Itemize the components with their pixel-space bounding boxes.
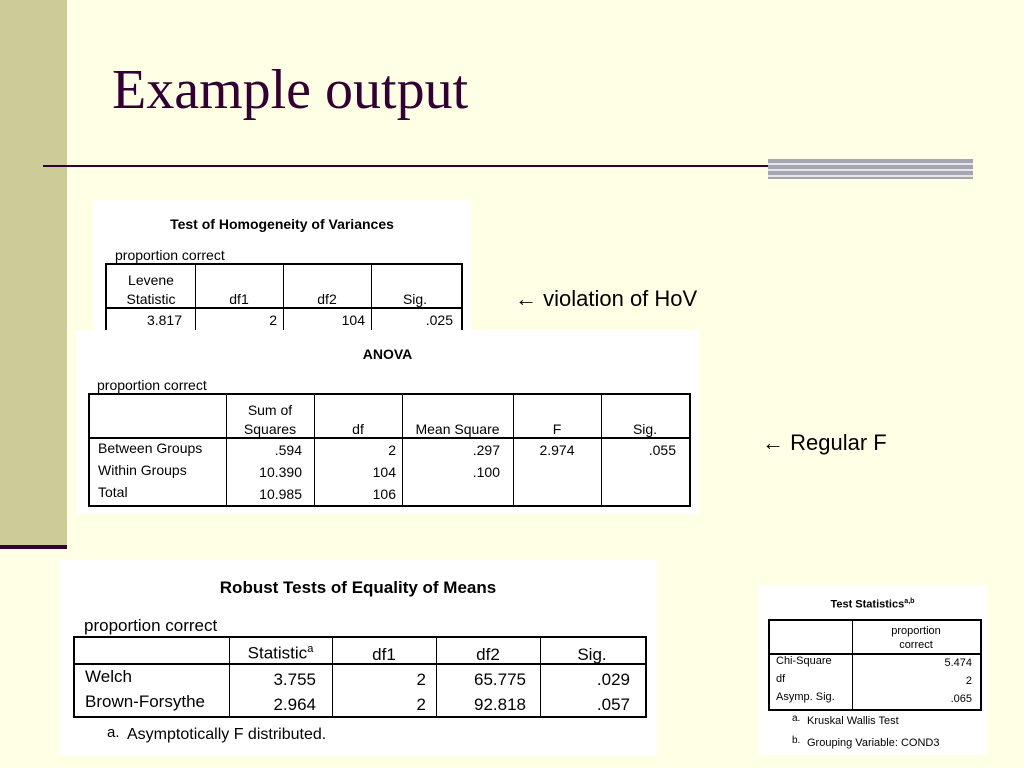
anova-label: proportion correct: [97, 377, 207, 393]
test-statistics-table: [768, 619, 982, 711]
left-bar-rule: [0, 545, 67, 549]
anova-header-df: df: [352, 421, 364, 437]
homogeneity-title: Test of Homogeneity of Variances: [170, 216, 394, 232]
robust-header-statistic-sup: a: [307, 643, 314, 655]
anova-table: [88, 393, 691, 507]
test-statistics-row-value: .065: [950, 693, 972, 705]
anova-header-mean-square: Mean Square: [415, 421, 500, 437]
anova-header-sum-of: Sum of: [247, 402, 293, 418]
header-df1: df1: [229, 291, 249, 307]
robust-title: Robust Tests of Equality of Means: [219, 578, 497, 597]
anova-row-name: Total: [98, 484, 128, 500]
anova-row-name: Within Groups: [98, 462, 187, 478]
test-statistics-row-name: df: [776, 673, 786, 685]
test-statistics-footnote-a: Kruskal Wallis Test: [807, 715, 899, 727]
header-statistic: Statistic: [126, 291, 176, 307]
test-statistics-panel: [758, 585, 987, 755]
homogeneity-label: proportion correct: [115, 247, 225, 263]
header-df2: df2: [317, 291, 337, 307]
header-sig: Sig.: [402, 291, 428, 307]
robust-row-stat: 3.755: [273, 670, 316, 689]
robust-table: [73, 636, 647, 718]
robust-footnote-marker: a.: [107, 724, 120, 741]
left-decorative-bar: [0, 0, 67, 547]
robust-header-df1: df1: [372, 645, 396, 664]
anova-row-df: 104: [372, 464, 396, 480]
anova-row-sig: .055: [648, 442, 676, 458]
test-statistics-row-name: Chi-Square: [776, 655, 832, 667]
test-statistics-title: [758, 597, 987, 611]
robust-panel: [59, 560, 657, 756]
robust-header-sig: Sig.: [577, 645, 607, 664]
header-levene: Levene: [128, 272, 174, 288]
anova-header-squares: Squares: [243, 421, 297, 437]
test-statistics-row-value: 5.474: [944, 657, 972, 669]
hov-annotation: ← violation of HoV: [515, 286, 698, 311]
anova-row-ss: 10.985: [259, 486, 302, 502]
robust-row-stat: 2.964: [273, 695, 316, 714]
anova-row-ss: 10.390: [259, 464, 302, 480]
test-statistics-header-line1: proportion: [891, 625, 941, 637]
robust-row-df1: 2: [416, 695, 426, 714]
anova-row-ms: .100: [472, 464, 500, 480]
test-statistics-footnote-marker-a: a.: [792, 713, 801, 724]
robust-row-df2: 65.775: [474, 670, 526, 689]
test-statistics-title-text: Test Statistics: [830, 598, 905, 611]
robust-header-statistic-text: Statistic: [247, 643, 308, 663]
homogeneity-table: [105, 263, 463, 332]
anova-header-f: F: [552, 421, 562, 437]
test-statistics-footnote-b: Grouping Variable: COND3: [807, 737, 940, 749]
robust-row-name: Brown-Forsythe: [85, 692, 205, 711]
anova-header-sig: Sig.: [632, 421, 658, 437]
robust-header-statistic: [229, 643, 332, 664]
value-sig: .025: [425, 312, 453, 328]
robust-row-df2: 92.818: [474, 695, 526, 714]
robust-row-sig: .029: [596, 670, 630, 689]
anova-title: ANOVA: [362, 346, 413, 362]
title-accent-stripes: [768, 159, 973, 179]
value-df1: 2: [269, 312, 277, 328]
robust-footnote: Asymptotically F distributed.: [127, 726, 327, 743]
robust-row-df1: 2: [416, 670, 426, 689]
homogeneity-panel: [93, 200, 471, 330]
robust-row-sig: .057: [596, 695, 630, 714]
test-statistics-footnote-marker-b: b.: [792, 735, 801, 746]
anova-annotation: ← Regular F: [762, 430, 887, 455]
test-statistics-row-name: Asymp. Sig.: [776, 691, 835, 703]
anova-row-ss: .594: [274, 442, 302, 458]
value-levene: 3.817: [146, 312, 182, 328]
robust-label: proportion correct: [84, 616, 218, 635]
anova-panel: [76, 330, 699, 514]
test-statistics-title-sup: a,b: [904, 597, 915, 605]
test-statistics-header-line2: correct: [899, 639, 933, 651]
slide-title: Example output: [112, 59, 469, 121]
robust-row-name: Welch: [85, 667, 132, 686]
robust-header-df2: df2: [476, 645, 500, 664]
anova-row-df: 2: [388, 442, 396, 458]
anova-row-name: Between Groups: [98, 440, 203, 456]
anova-row-df: 106: [372, 486, 396, 502]
anova-row-f: 2.974: [539, 442, 575, 458]
test-statistics-row-value: 2: [965, 675, 972, 687]
value-df2: 104: [341, 312, 365, 328]
anova-row-ms: .297: [472, 442, 500, 458]
